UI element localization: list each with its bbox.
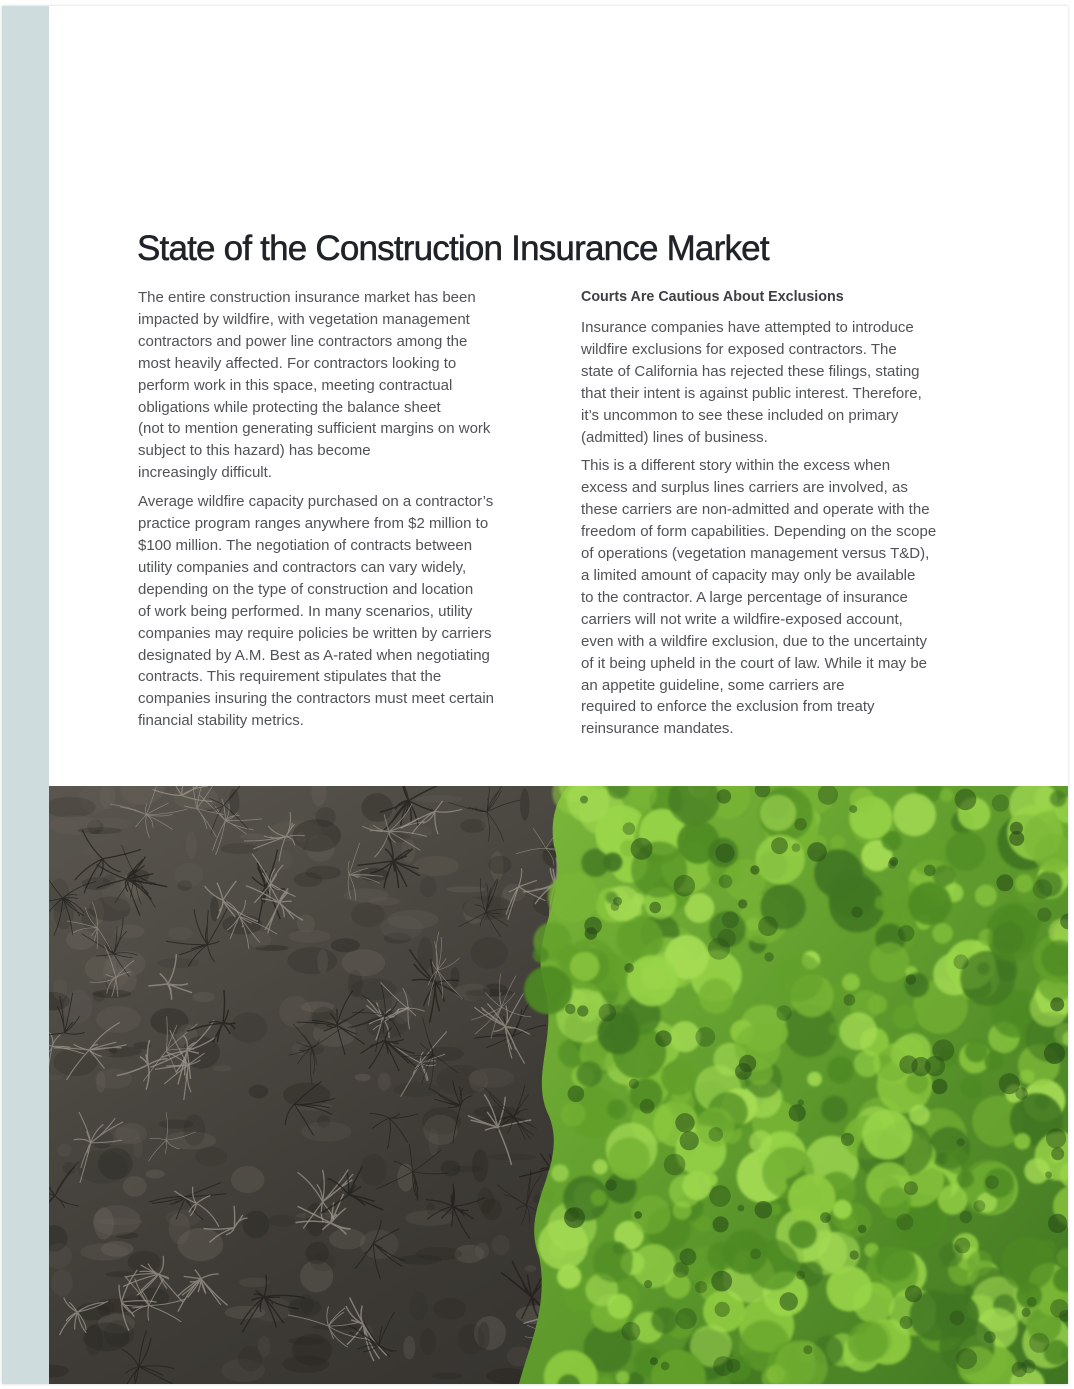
text-line: utility companies and contractors can vary widely, [138, 558, 467, 576]
burned-vs-green-forest-image [49, 786, 1068, 1384]
text-line: to the contractor. A large percentage of insurance [581, 588, 908, 606]
text-line: companies may require policies be written by carriers [138, 624, 492, 642]
aerial-forest-photo [49, 786, 1068, 1384]
text-line: contracts. This requirement stipulates that the [138, 668, 442, 686]
side-accent-band [2, 6, 49, 1384]
text-line: depending on the type of construction and location [138, 580, 474, 598]
page-title: State of the Construction Insurance Market [137, 229, 769, 268]
text-line: wildfire exclusions for exposed contractors. The [581, 340, 897, 358]
text-line: state of California has rejected these filings, stating [581, 362, 920, 380]
text-line: impacted by wildfire, with vegetation management [138, 310, 470, 328]
text-line: obligations while protecting the balance sheet [138, 398, 441, 416]
text-line: carriers will not write a wildfire-exposed account, [581, 610, 903, 628]
text-line: (admitted) lines of business. [581, 428, 768, 446]
text-line: most heavily affected. For contractors looking to [138, 354, 457, 372]
left-paragraph-1 [138, 287, 540, 484]
text-line: Average wildfire capacity purchased on a contractor’s [138, 493, 494, 511]
text-line: of work being performed. In many scenarios, utility [138, 602, 473, 620]
text-line: contractors and power line contractors among the [138, 332, 468, 350]
text-line: practice program ranges anywhere from $2 million to [138, 515, 489, 533]
section-heading: Courts Are Cautious About Exclusions [581, 289, 844, 305]
text-line: a limited amount of capacity may only be available [581, 566, 916, 584]
text-line: these carriers are non-admitted and operate with the [581, 501, 930, 519]
text-line: of it being upheld in the court of law. While it may be [581, 654, 928, 672]
text-line: freedom of form capabilities. Depending on the scope [581, 523, 937, 541]
text-line: of operations (vegetation management versus T&D), [581, 545, 930, 563]
text-line: it’s uncommon to see these included on primary [581, 406, 899, 424]
right-paragraph-2 [581, 455, 983, 740]
text-line: designated by A.M. Best as A-rated when negotiating [138, 646, 490, 664]
text-line: required to enforce the exclusion from treaty [581, 698, 875, 716]
text-line: This is a different story within the excess when [581, 457, 891, 475]
right-paragraph-1 [581, 317, 983, 448]
text-line: excess and surplus lines carriers are involved, as [581, 479, 908, 497]
text-line: The entire construction insurance market has been [138, 289, 476, 306]
text-line: reinsurance mandates. [581, 720, 734, 738]
text-line: perform work in this space, meeting contractual [138, 376, 453, 394]
text-line: that their intent is against public interest. Therefore, [581, 384, 922, 402]
left-column [138, 287, 540, 739]
text-line: even with a wildfire exclusion, due to the uncertainty [581, 632, 928, 650]
text-line: an appetite guideline, some carriers are [581, 676, 845, 694]
text-line: increasingly difficult. [138, 464, 272, 482]
right-column [581, 287, 983, 747]
text-line: (not to mention generating sufficient margins on work [138, 420, 491, 438]
text-line: financial stability metrics. [138, 712, 304, 730]
text-line: subject to this hazard) has become [138, 442, 371, 460]
text-line: Insurance companies have attempted to introduce [581, 319, 914, 336]
left-paragraph-2 [138, 491, 540, 732]
text-line: $100 million. The negotiation of contracts between [138, 536, 473, 554]
text-line: companies insuring the contractors must meet certain [138, 690, 494, 708]
